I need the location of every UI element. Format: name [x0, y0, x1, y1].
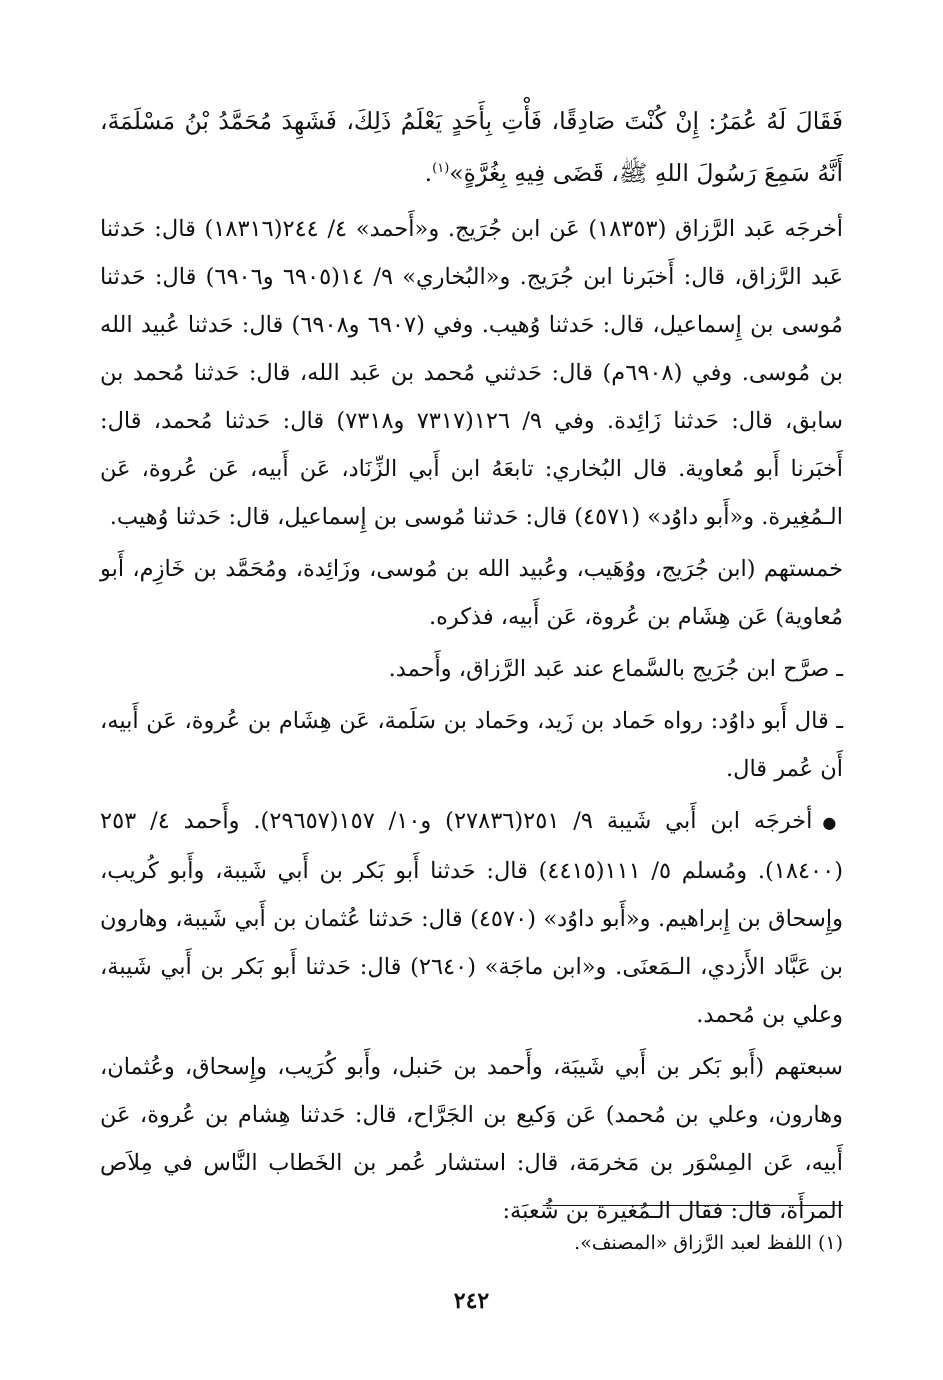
takhrij-bullet-paragraph	[100, 797, 843, 1039]
page-number: ٢٤٢	[453, 1288, 490, 1314]
main-text	[100, 95, 843, 1239]
takhrij-paragraph: أخرجَه عَبد الرَّزاق (١٨٣٥٣) عَن ابن جُرَيج. و«أَحمد» ٤/ ٢٤٤(١٨٣١٦) قال: حَدثنا عَبد الرَّزاق، قال: أَخبَرنا ابن جُرَيج. و«البُخاري» ٩/ ١٤(٦٩٠٥ و٦٩٠٦) قال: حَدثنا مُوسى بن إِسماعيل، قال: حَدثنا وُهيب. وفي (٦٩٠٧ و٦٩٠٨) قال: حَدثنا عُبيد الله بن مُوسى. وفي (٦٩٠٨م) قال: حَدثني مُحمد بن عَبد الله، قال: حَدثنا مُحمد بن سابق، قال: حَدثنا زَائِدة. وفي ٩/ ١٢٦(٧٣١٧ و٧٣١٨) قال: حَدثنا مُحمد، قال: أَخبَرنا أَبو مُعاوية. قال البُخاري: تابعَهُ ابن أَبي الزِّنَاد، عَن أَبيه، عَن عُروة، عَن الـمُغِيرة. و«أَبو داوُد» (٤٥٧١) قال: حَدثنا مُوسى بن إِسماعيل، قال: حَدثنا وُهيب.	[100, 216, 844, 530]
footnote-reference: (١)	[432, 161, 450, 177]
note-paragraph: ـ قال أَبو داوُد: رواه حَماد بن زَيد، وحَماد بن سَلَمة، عَن هِشَام بن عُروة، عَن أَبيه، أَن عُمر قال.	[100, 708, 843, 782]
hadith-text: فَقَالَ لَهُ عُمَرُ: إِنْ كُنْتَ صَادِقًا، فَأْتِ بِأَحَدٍ يَعْلَمُ ذَلِكَ، فَشَهِدَ مُحَمَّدُ بْنُ مَسْلَمَةَ، أَنَّهُ سَمِعَ رَسُولَ اللهِ ﷺ، قَضَى فِيهِ بِغُرَّةٍ»$^{(١)}$.	[100, 107, 843, 187]
narrators-summary-paragraph: خمستهم (ابن جُرَيج، ووُهَيب، وعُبيد الله بن مُوسى، وزَائِدة، ومُحَمَّد بن خَازِم، أَبو مُعاوية) عَن هِشَام بن عُروة، عَن أَبيه، فذكره.	[100, 556, 843, 630]
footnote-divider	[543, 1205, 843, 1206]
footnote: (١) اللفظ لعبد الرَّزاق «المصنف».	[574, 1232, 843, 1254]
takhrij-bullet-text: أخرجَه ابن أَبي شَيبة ٩/ ٢٥١(٢٧٨٣٦) و١٠/ ١٥٧(٢٩٦٥٧). وأَحمد ٤/ ٢٥٣ (١٨٤٠٠). ومُسلم ٥/ ١١١(٤٤١٥) قال: حَدثنا أَبو بَكر بن أَبي شَيبة، وأَبو كُريب، وإِسحاق بن إِبراهيم. و«أَبو داوُد» (٤٥٧٠) قال: حَدثنا عُثمان بن أَبي شَيبة، وهارون بن عَبَّاد الأَزدي، الـمَعنَى. و«ابن ماجَة» (٢٦٤٠) قال: حَدثنا أَبو بَكر بن أَبي شَيبة، وعلي بن مُحمد.	[100, 808, 844, 1028]
narrators-summary-paragraph: سبعتهم (أَبو بَكر بن أَبي شَيبَة، وأَحمد بن حَنبل، وأَبو كُرَيب، وإِسحاق، وعُثمان، وهارون، وعلي بن مُحمد) عَن وَكيع بن الجَرَّاح، قال: حَدثنا هِشام بن عُروة، عَن أَبيه، عَن المِسْوَر بن مَخرمَة، قال: استشار عُمر بن الخَطاب النَّاس في مِلاَص المرأَة، قال: فقال الـمُغيرة بن شُعبَة:	[100, 1054, 843, 1224]
hadith-text-body: فَقَالَ لَهُ عُمَرُ: إِنْ كُنْتَ صَادِقًا، فَأْتِ بِأَحَدٍ يَعْلَمُ ذَلِكَ، فَشَهِدَ مُحَمَّدُ بْنُ مَسْلَمَةَ، أَنَّهُ سَمِعَ رَسُولَ اللهِ ﷺ، قَضَى فِيهِ بِغُرَّةٍ»	[100, 107, 843, 187]
bullet-icon: ●	[822, 813, 844, 832]
note-paragraph: ـ صرَّح ابن جُرَيج بالسَّماع عند عَبد الرَّزاق، وأَحمد.	[388, 656, 843, 682]
